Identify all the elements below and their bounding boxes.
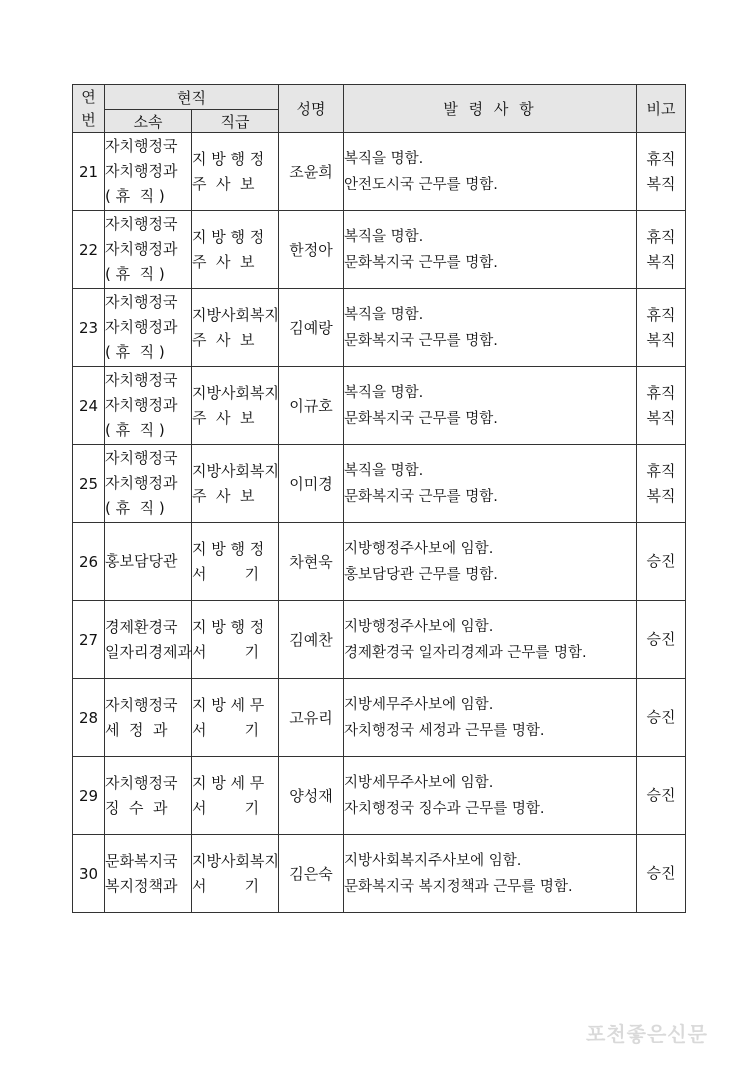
department-cell xyxy=(105,757,192,835)
appointment-content xyxy=(344,601,637,679)
department-line: 세 정 과 xyxy=(105,720,168,739)
note-line: 휴직 xyxy=(646,461,676,480)
rank-line: 주 사 보 xyxy=(192,408,255,427)
appointment-line: 자치행정국 세정과 근무를 명함. xyxy=(344,722,545,739)
rank-line: 지방사회복지 xyxy=(192,851,279,870)
rank-cell xyxy=(192,601,279,679)
table-row xyxy=(73,835,686,913)
appointment-line: 문화복지국 근무를 명함. xyxy=(344,332,498,349)
appointment-line: 지방세무주사보에 임함. xyxy=(344,696,494,713)
department-line: ( 휴 직 ) xyxy=(105,343,165,361)
department-line: 자치행정과 xyxy=(105,240,178,258)
department-line: 징 수 과 xyxy=(105,798,168,817)
rank-line: 지 방 세 무 xyxy=(192,773,265,792)
rank-line: 서 기 xyxy=(192,720,260,739)
department-line: 자치행정국 xyxy=(105,137,178,155)
appointment-line: 지방행정주사보에 임함. xyxy=(344,618,494,635)
person-name: 조윤희 xyxy=(279,133,344,211)
table-row xyxy=(73,601,686,679)
person-name: 김예랑 xyxy=(279,289,344,367)
person-name: 이미경 xyxy=(279,445,344,523)
rank-line: 지 방 세 무 xyxy=(192,695,265,714)
department-line: ( 휴 직 ) xyxy=(105,265,165,283)
rank-line: 지 방 행 정 xyxy=(192,227,265,246)
department-cell xyxy=(105,523,192,601)
rank-line: 주 사 보 xyxy=(192,486,255,505)
department-line: ( 휴 직 ) xyxy=(105,187,165,205)
appointment-content xyxy=(344,523,637,601)
rank-cell xyxy=(192,523,279,601)
department-line: 문화복지국 xyxy=(105,851,178,870)
row-number: 28 xyxy=(73,679,105,757)
appointment-line: 안전도시국 근무를 명함. xyxy=(344,176,498,193)
department-line: 자치행정국 xyxy=(105,293,178,311)
appointment-content xyxy=(344,367,637,445)
rank-line: 지 방 행 정 xyxy=(192,539,265,558)
appointment-line: 문화복지국 근무를 명함. xyxy=(344,254,498,271)
appointment-line: 지방사회복지주사보에 임함. xyxy=(344,852,522,869)
appointment-line: 복직을 명함. xyxy=(344,306,424,323)
rank-line: 서 기 xyxy=(192,642,260,661)
rank-line: 지방사회복지 xyxy=(192,383,279,402)
table-row xyxy=(73,133,686,211)
rank-line: 지방사회복지 xyxy=(192,461,279,480)
department-line: 자치행정국 xyxy=(105,371,178,389)
appointment-line: 복직을 명함. xyxy=(344,384,424,401)
department-cell xyxy=(105,679,192,757)
note-line: 복직 xyxy=(646,174,676,193)
appointment-line: 문화복지국 근무를 명함. xyxy=(344,410,498,427)
rank-cell xyxy=(192,367,279,445)
rank-line: 지방사회복지 xyxy=(192,305,279,324)
department-line: 자치행정국 xyxy=(105,215,178,233)
row-number: 29 xyxy=(73,757,105,835)
department-cell xyxy=(105,445,192,523)
department-cell xyxy=(105,367,192,445)
person-name: 김예찬 xyxy=(279,601,344,679)
department-line: 복지정책과 xyxy=(105,876,178,895)
table-row xyxy=(73,523,686,601)
department-cell xyxy=(105,601,192,679)
person-name: 고유리 xyxy=(279,679,344,757)
rank-cell xyxy=(192,757,279,835)
rank-cell xyxy=(192,835,279,913)
person-name: 한정아 xyxy=(279,211,344,289)
appointment-line: 복직을 명함. xyxy=(344,228,424,245)
department-line: 자치행정국 xyxy=(105,449,178,467)
rank-cell xyxy=(192,289,279,367)
rank-line: 서 기 xyxy=(192,564,260,583)
note-cell xyxy=(637,757,686,835)
note-line: 복직 xyxy=(646,330,676,349)
appointment-line: 경제환경국 일자리경제과 근무를 명함. xyxy=(344,644,587,661)
appointment-content xyxy=(344,835,637,913)
department-cell xyxy=(105,289,192,367)
department-line: 자치행정과 xyxy=(105,474,178,492)
row-number: 21 xyxy=(73,133,105,211)
note-line: 승진 xyxy=(646,864,676,882)
header-note: 비고 xyxy=(637,85,686,133)
note-cell xyxy=(637,367,686,445)
note-line: 휴직 xyxy=(646,305,676,324)
note-line: 승진 xyxy=(646,786,676,804)
department-line: 일자리경제과 xyxy=(105,642,192,661)
note-cell xyxy=(637,835,686,913)
rank-line: 주 사 보 xyxy=(192,252,255,271)
row-number: 27 xyxy=(73,601,105,679)
rank-line: 지 방 행 정 xyxy=(192,617,265,636)
newspaper-watermark: 포천좋은신문 xyxy=(586,1022,708,1046)
appointment-content xyxy=(344,445,637,523)
rank-line: 서 기 xyxy=(192,798,260,817)
note-line: 휴직 xyxy=(646,149,676,168)
note-cell xyxy=(637,445,686,523)
appointment-line: 복직을 명함. xyxy=(344,462,424,479)
appointment-line: 지방세무주사보에 임함. xyxy=(344,774,494,791)
table-row xyxy=(73,679,686,757)
rank-line: 지 방 행 정 xyxy=(192,149,265,168)
table-row xyxy=(73,211,686,289)
row-number: 24 xyxy=(73,367,105,445)
department-line: 자치행정과 xyxy=(105,318,178,336)
note-line: 승진 xyxy=(646,630,676,648)
appointment-line: 지방행정주사보에 임함. xyxy=(344,540,494,557)
appointment-line: 문화복지국 근무를 명함. xyxy=(344,488,498,505)
note-line: 휴직 xyxy=(646,383,676,402)
header-rank: 직급 xyxy=(192,110,279,133)
person-name: 양성재 xyxy=(279,757,344,835)
department-line: 홍보담당관 xyxy=(105,552,178,570)
note-line: 승진 xyxy=(646,552,676,570)
department-line: 자치행정국 xyxy=(105,695,178,714)
department-cell xyxy=(105,835,192,913)
note-cell xyxy=(637,211,686,289)
appointment-content xyxy=(344,211,637,289)
table-row xyxy=(73,757,686,835)
table-row xyxy=(73,367,686,445)
note-line: 복직 xyxy=(646,252,676,271)
note-line: 복직 xyxy=(646,486,676,505)
header-current: 현직 xyxy=(105,85,279,110)
row-number: 23 xyxy=(73,289,105,367)
note-line: 휴직 xyxy=(646,227,676,246)
department-cell xyxy=(105,133,192,211)
header-name: 성명 xyxy=(279,85,344,133)
person-name: 차현욱 xyxy=(279,523,344,601)
department-line: 경제환경국 xyxy=(105,617,178,636)
row-number: 25 xyxy=(73,445,105,523)
rank-line: 서 기 xyxy=(192,876,260,895)
row-number: 22 xyxy=(73,211,105,289)
header-number: 연 번 xyxy=(73,85,105,133)
department-cell xyxy=(105,211,192,289)
person-name: 이규호 xyxy=(279,367,344,445)
row-number: 26 xyxy=(73,523,105,601)
appointment-line: 홍보담당관 근무를 명함. xyxy=(344,566,498,583)
rank-line: 주 사 보 xyxy=(192,174,255,193)
person-name: 김은숙 xyxy=(279,835,344,913)
appointment-line: 복직을 명함. xyxy=(344,150,424,167)
note-cell xyxy=(637,289,686,367)
appointment-content xyxy=(344,679,637,757)
rank-line: 주 사 보 xyxy=(192,330,255,349)
table-row xyxy=(73,445,686,523)
table-row xyxy=(73,289,686,367)
appointment-content xyxy=(344,289,637,367)
header-content: 발 령 사 항 xyxy=(344,85,637,133)
department-line: 자치행정과 xyxy=(105,162,178,180)
department-line: 자치행정과 xyxy=(105,396,178,414)
note-line: 복직 xyxy=(646,408,676,427)
appointment-line: 자치행정국 징수과 근무를 명함. xyxy=(344,800,545,817)
rank-cell xyxy=(192,133,279,211)
rank-cell xyxy=(192,679,279,757)
note-line: 승진 xyxy=(646,708,676,726)
appointment-content xyxy=(344,133,637,211)
department-line: 자치행정국 xyxy=(105,773,178,792)
appointment-table xyxy=(72,84,686,913)
department-line: ( 휴 직 ) xyxy=(105,499,165,517)
header-dept: 소속 xyxy=(105,110,192,133)
department-line: ( 휴 직 ) xyxy=(105,421,165,439)
note-cell xyxy=(637,601,686,679)
rank-cell xyxy=(192,445,279,523)
row-number: 30 xyxy=(73,835,105,913)
note-cell xyxy=(637,523,686,601)
rank-cell xyxy=(192,211,279,289)
appointment-line: 문화복지국 복지정책과 근무를 명함. xyxy=(344,878,573,895)
appointment-content xyxy=(344,757,637,835)
note-cell xyxy=(637,133,686,211)
note-cell xyxy=(637,679,686,757)
